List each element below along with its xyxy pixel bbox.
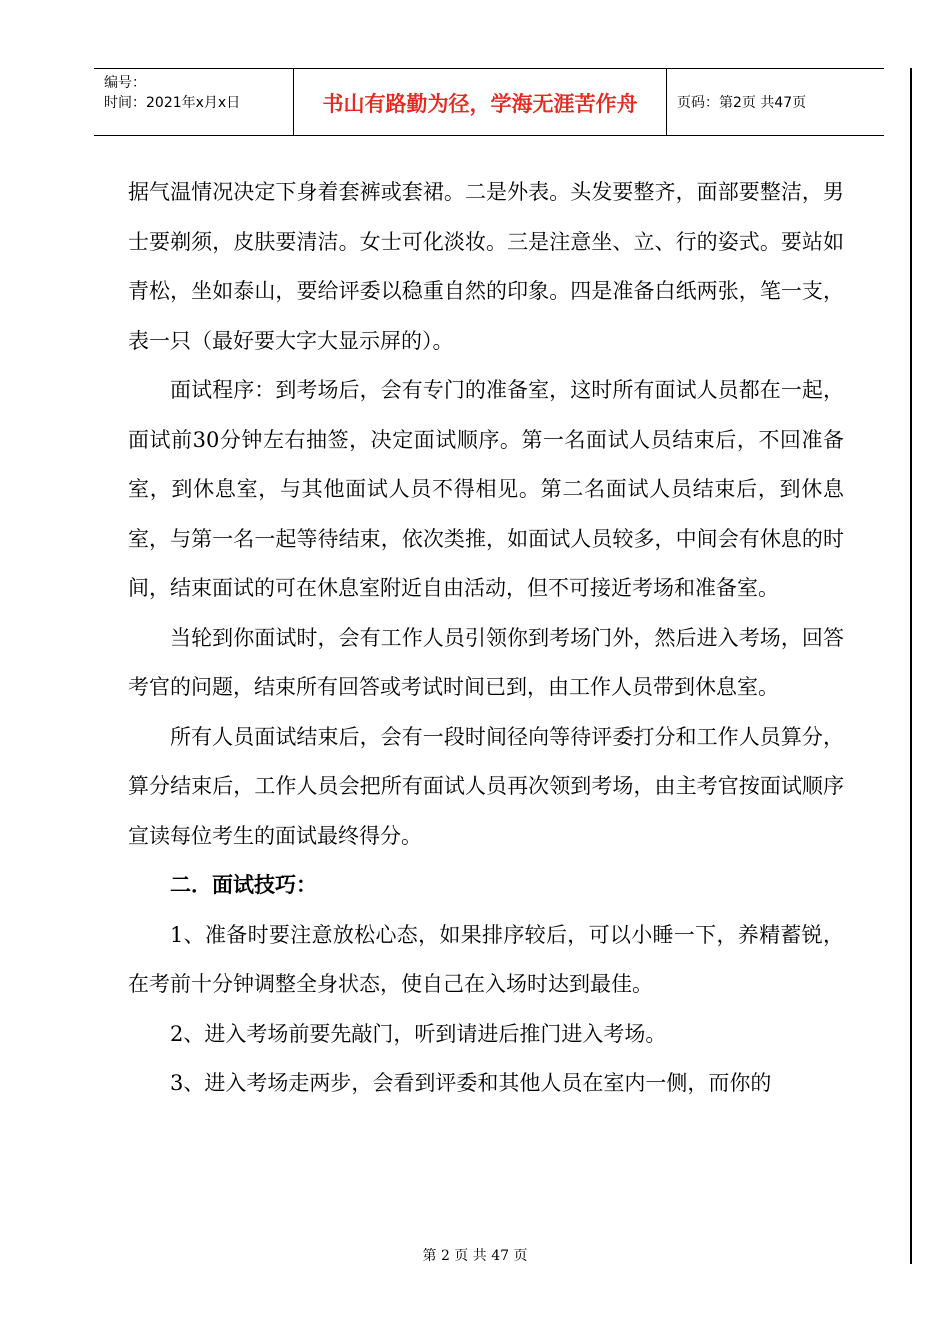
header-number-label: 编号： — [104, 75, 146, 91]
page-footer: 第 2 页 共 47 页 — [422, 1248, 528, 1264]
section-heading: 二．面试技巧： — [170, 873, 317, 897]
header-motto: 书山有路勤为径，学海无涯苦作舟 — [294, 69, 667, 135]
header-meta — [94, 69, 294, 135]
paragraph: 当轮到你面试时，会有工作人员引领你到考场门外，然后进入考场，回答考官的问题，结束所有回答或考试时间已到，由工作人员带到休息室。 — [128, 625, 844, 699]
document-body — [128, 168, 844, 1109]
page-edge-rule — [910, 68, 912, 1264]
paragraph: 据气温情况决定下身着套裤或套裙。二是外表。头发要整齐，面部要整洁，男士要剃须，皮肤要清洁。女士可化淡妆。三是注意坐、立、行的姿式。要站如青松，坐如泰山，要给评委以稳重自然的印象。四是准备白纸两张，笔一支，表一只（最好要大字大显示屏的）。 — [128, 180, 844, 353]
paragraph: 面试程序：到考场后，会有专门的准备室，这时所有面试人员都在一起，面试前30分钟左右抽签，决定面试顺序。第一名面试人员结束后，不回准备室，到休息室，与其他面试人员不得相见。第二名面试人员结束后，到休息室，与第一名一起等待结束，依次类推，如面试人员较多，中间会有休息的时间，结束面试的可在休息室附近自由活动，但不可接近考场和准备室。 — [128, 378, 844, 600]
header-page-info: 页码：第2页 共47页 — [677, 95, 807, 111]
header-time-label: 时间：2021年x月x日 — [104, 95, 241, 111]
tip-item: 1、准备时要注意放松心态，如果排序较后，可以小睡一下，养精蓄锐，在考前十分钟调整全身状态，使自己在入场时达到最佳。 — [128, 922, 844, 996]
page-header — [94, 68, 884, 136]
tip-item: 3、进入考场走两步，会看到评委和其他人员在室内一侧，而你的 — [170, 1071, 772, 1095]
tip-item: 2、进入考场前要先敲门，听到请进后推门进入考场。 — [170, 1021, 667, 1046]
paragraph: 所有人员面试结束后，会有一段时间径向等待评委打分和工作人员算分，算分结束后，工作人员会把所有面试人员再次领到考场，由主考官按面试顺序宣读每位考生的面试最终得分。 — [128, 724, 844, 848]
